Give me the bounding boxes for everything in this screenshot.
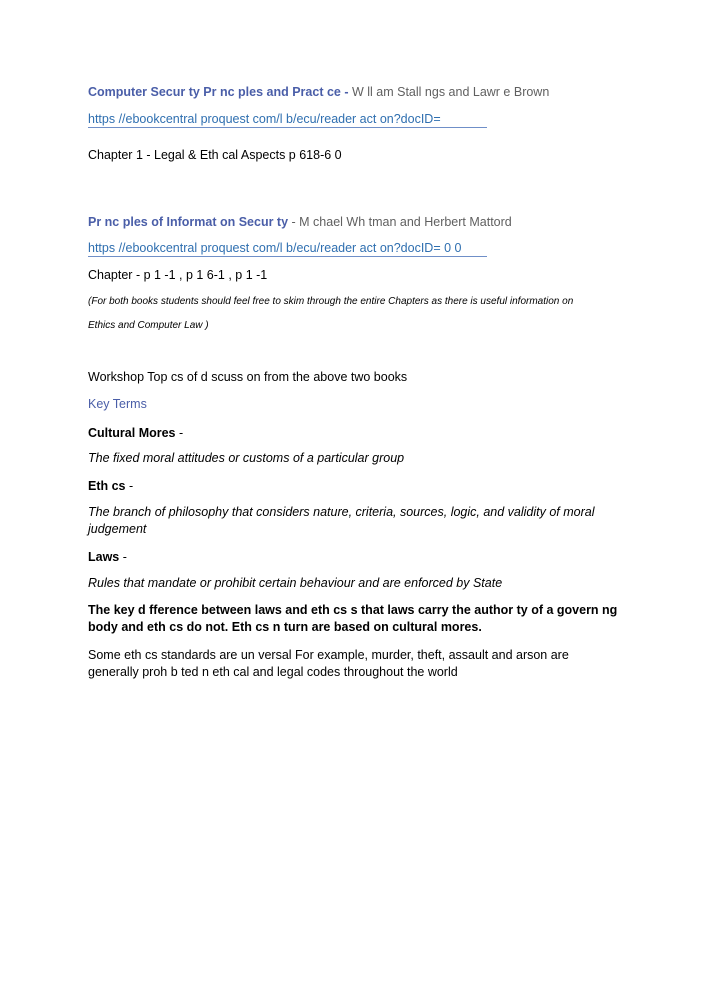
book2-link[interactable]: https //ebookcentral proquest com/l b/ecu/reader act on?docID= 0 0 <box>88 241 462 255</box>
note-line-2: Ethics and Computer Law ) <box>88 320 209 331</box>
book1-link[interactable]: https //ebookcentral proquest com/l b/ecu/reader act on?docID= <box>88 112 441 126</box>
note-line-1: (For both books students should feel free to skim through the entire Chapters as there is useful information on <box>88 296 574 307</box>
book2-title: Pr nc ples of Informat on Secur ty <box>88 215 289 229</box>
book2-reference <box>88 214 512 230</box>
definition-cultural-mores: The fixed moral attitudes or customs of a particular group <box>88 451 405 465</box>
book2-chapter: Chapter - p 1 -1 , p 1 6-1 , p 1 -1 <box>88 268 268 282</box>
book2-link-underline <box>88 256 487 257</box>
difference-paragraph: The key d fference between laws and eth cs s that laws carry the author ty of a govern ng body and eth cs do not. Eth cs n turn are based on cultural mores. <box>88 603 618 634</box>
term-label: Cultural Mores <box>88 426 176 440</box>
book2-dash: - <box>288 215 300 229</box>
book1-title: Computer Secur ty Pr nc ples and Pract ce <box>88 85 341 99</box>
book1-dash: - <box>340 85 352 99</box>
book1-link-underline <box>88 127 487 128</box>
term-ethics <box>88 478 133 494</box>
definition-laws: Rules that mandate or prohibit certain behaviour and are enforced by State <box>88 576 503 590</box>
book2-authors: M chael Wh tman and Herbert Mattord <box>299 215 512 229</box>
book1-chapter: Chapter 1 - Legal & Eth cal Aspects p 618-6 0 <box>88 148 342 162</box>
term-label: Eth cs <box>88 479 126 493</box>
term-cultural-mores <box>88 425 183 441</box>
key-terms-heading: Key Terms <box>88 397 147 411</box>
term-dash: - <box>125 479 134 493</box>
term-dash: - <box>175 426 184 440</box>
term-label: Laws <box>88 550 120 564</box>
book1-authors: W ll am Stall ngs and Lawr e Brown <box>351 85 550 99</box>
term-dash: - <box>119 550 127 564</box>
definition-ethics: The branch of philosophy that considers nature, criteria, sources, logic, and validity of moral judgement <box>88 505 595 536</box>
term-laws <box>88 549 127 565</box>
universal-paragraph: Some eth cs standards are un versal For example, murder, theft, assault and arson are generally proh b ted n eth cal and legal codes throughout the world <box>88 648 569 679</box>
book1-reference <box>88 84 549 100</box>
workshop-heading: Workshop Top cs of d scuss on from the above two books <box>88 370 408 384</box>
